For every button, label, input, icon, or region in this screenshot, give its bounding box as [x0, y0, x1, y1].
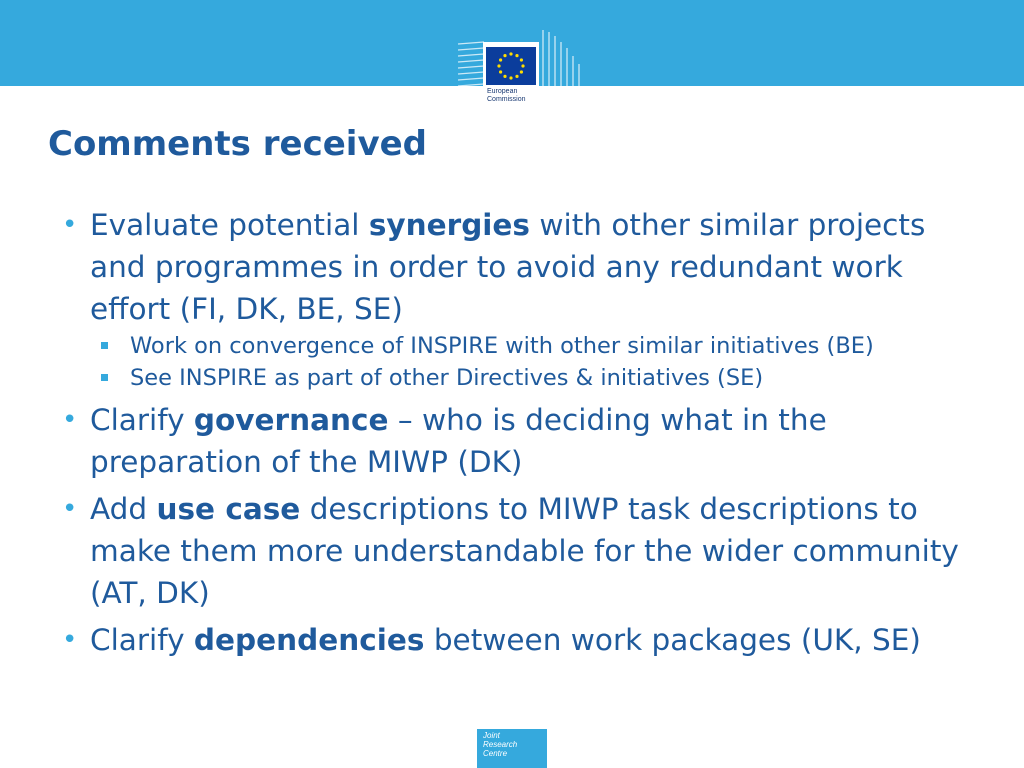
sub-bullet-text: See INSPIRE as part of other Directives & initiatives (SE)	[130, 365, 764, 391]
bullet-text-bold: governance	[193, 403, 389, 437]
building-left-graphic	[456, 28, 484, 110]
slide-title: Comments received	[48, 124, 428, 164]
bullet-dot-icon: •	[62, 625, 78, 655]
bullet-item-synergies	[60, 204, 980, 394]
bullet-text-pre: Clarify	[90, 623, 194, 657]
bullet-dot-icon: •	[62, 405, 78, 435]
bullet-item-governance	[60, 399, 980, 483]
bullet-text-post: with other similar projects and programmes in order to avoid any redundant work effort (FI, DK, BE, SE)	[90, 208, 926, 326]
jrc-logo	[477, 729, 547, 768]
bullet-text-bold: synergies	[368, 208, 530, 242]
bullet-list	[60, 204, 980, 666]
square-bullet-icon	[101, 342, 108, 349]
jrc-line-1: Joint	[483, 731, 500, 740]
bullet-text-pre: Clarify	[90, 403, 194, 437]
jrc-line-2: Research	[483, 740, 518, 749]
sub-bullet-list	[90, 330, 980, 394]
square-bullet-icon	[101, 374, 108, 381]
sub-bullet-item	[90, 362, 980, 394]
bullet-text-post: – who is deciding what in the preparation of the MIWP (DK)	[90, 403, 827, 479]
bullet-text-bold: dependencies	[193, 623, 425, 657]
sub-bullet-text: Work on convergence of INSPIRE with other similar initiatives (BE)	[130, 333, 874, 359]
european-commission-logo	[483, 42, 539, 110]
bullet-text-post: descriptions to MIWP task descriptions to make them more understandable for the wider community (AT, DK)	[90, 492, 959, 610]
eu-flag-icon	[486, 47, 536, 85]
logo-line-1: European	[487, 88, 518, 95]
building-right-graphic	[539, 28, 583, 110]
bullet-dot-icon: •	[62, 210, 78, 240]
bullet-dot-icon: •	[62, 494, 78, 524]
bullet-text-post: between work packages (UK, SE)	[424, 623, 921, 657]
bullet-text-pre: Add	[90, 492, 157, 526]
bullet-item-dependencies	[60, 619, 980, 661]
bullet-text-bold: use case	[156, 492, 301, 526]
bullet-text-pre: Evaluate potential	[90, 208, 369, 242]
sub-bullet-item	[90, 330, 980, 362]
jrc-logo-text	[483, 731, 517, 758]
logo-line-2: Commission	[487, 96, 526, 103]
logo-text	[487, 88, 526, 104]
bullet-item-use-case	[60, 488, 980, 614]
jrc-line-3: Centre	[483, 749, 508, 758]
